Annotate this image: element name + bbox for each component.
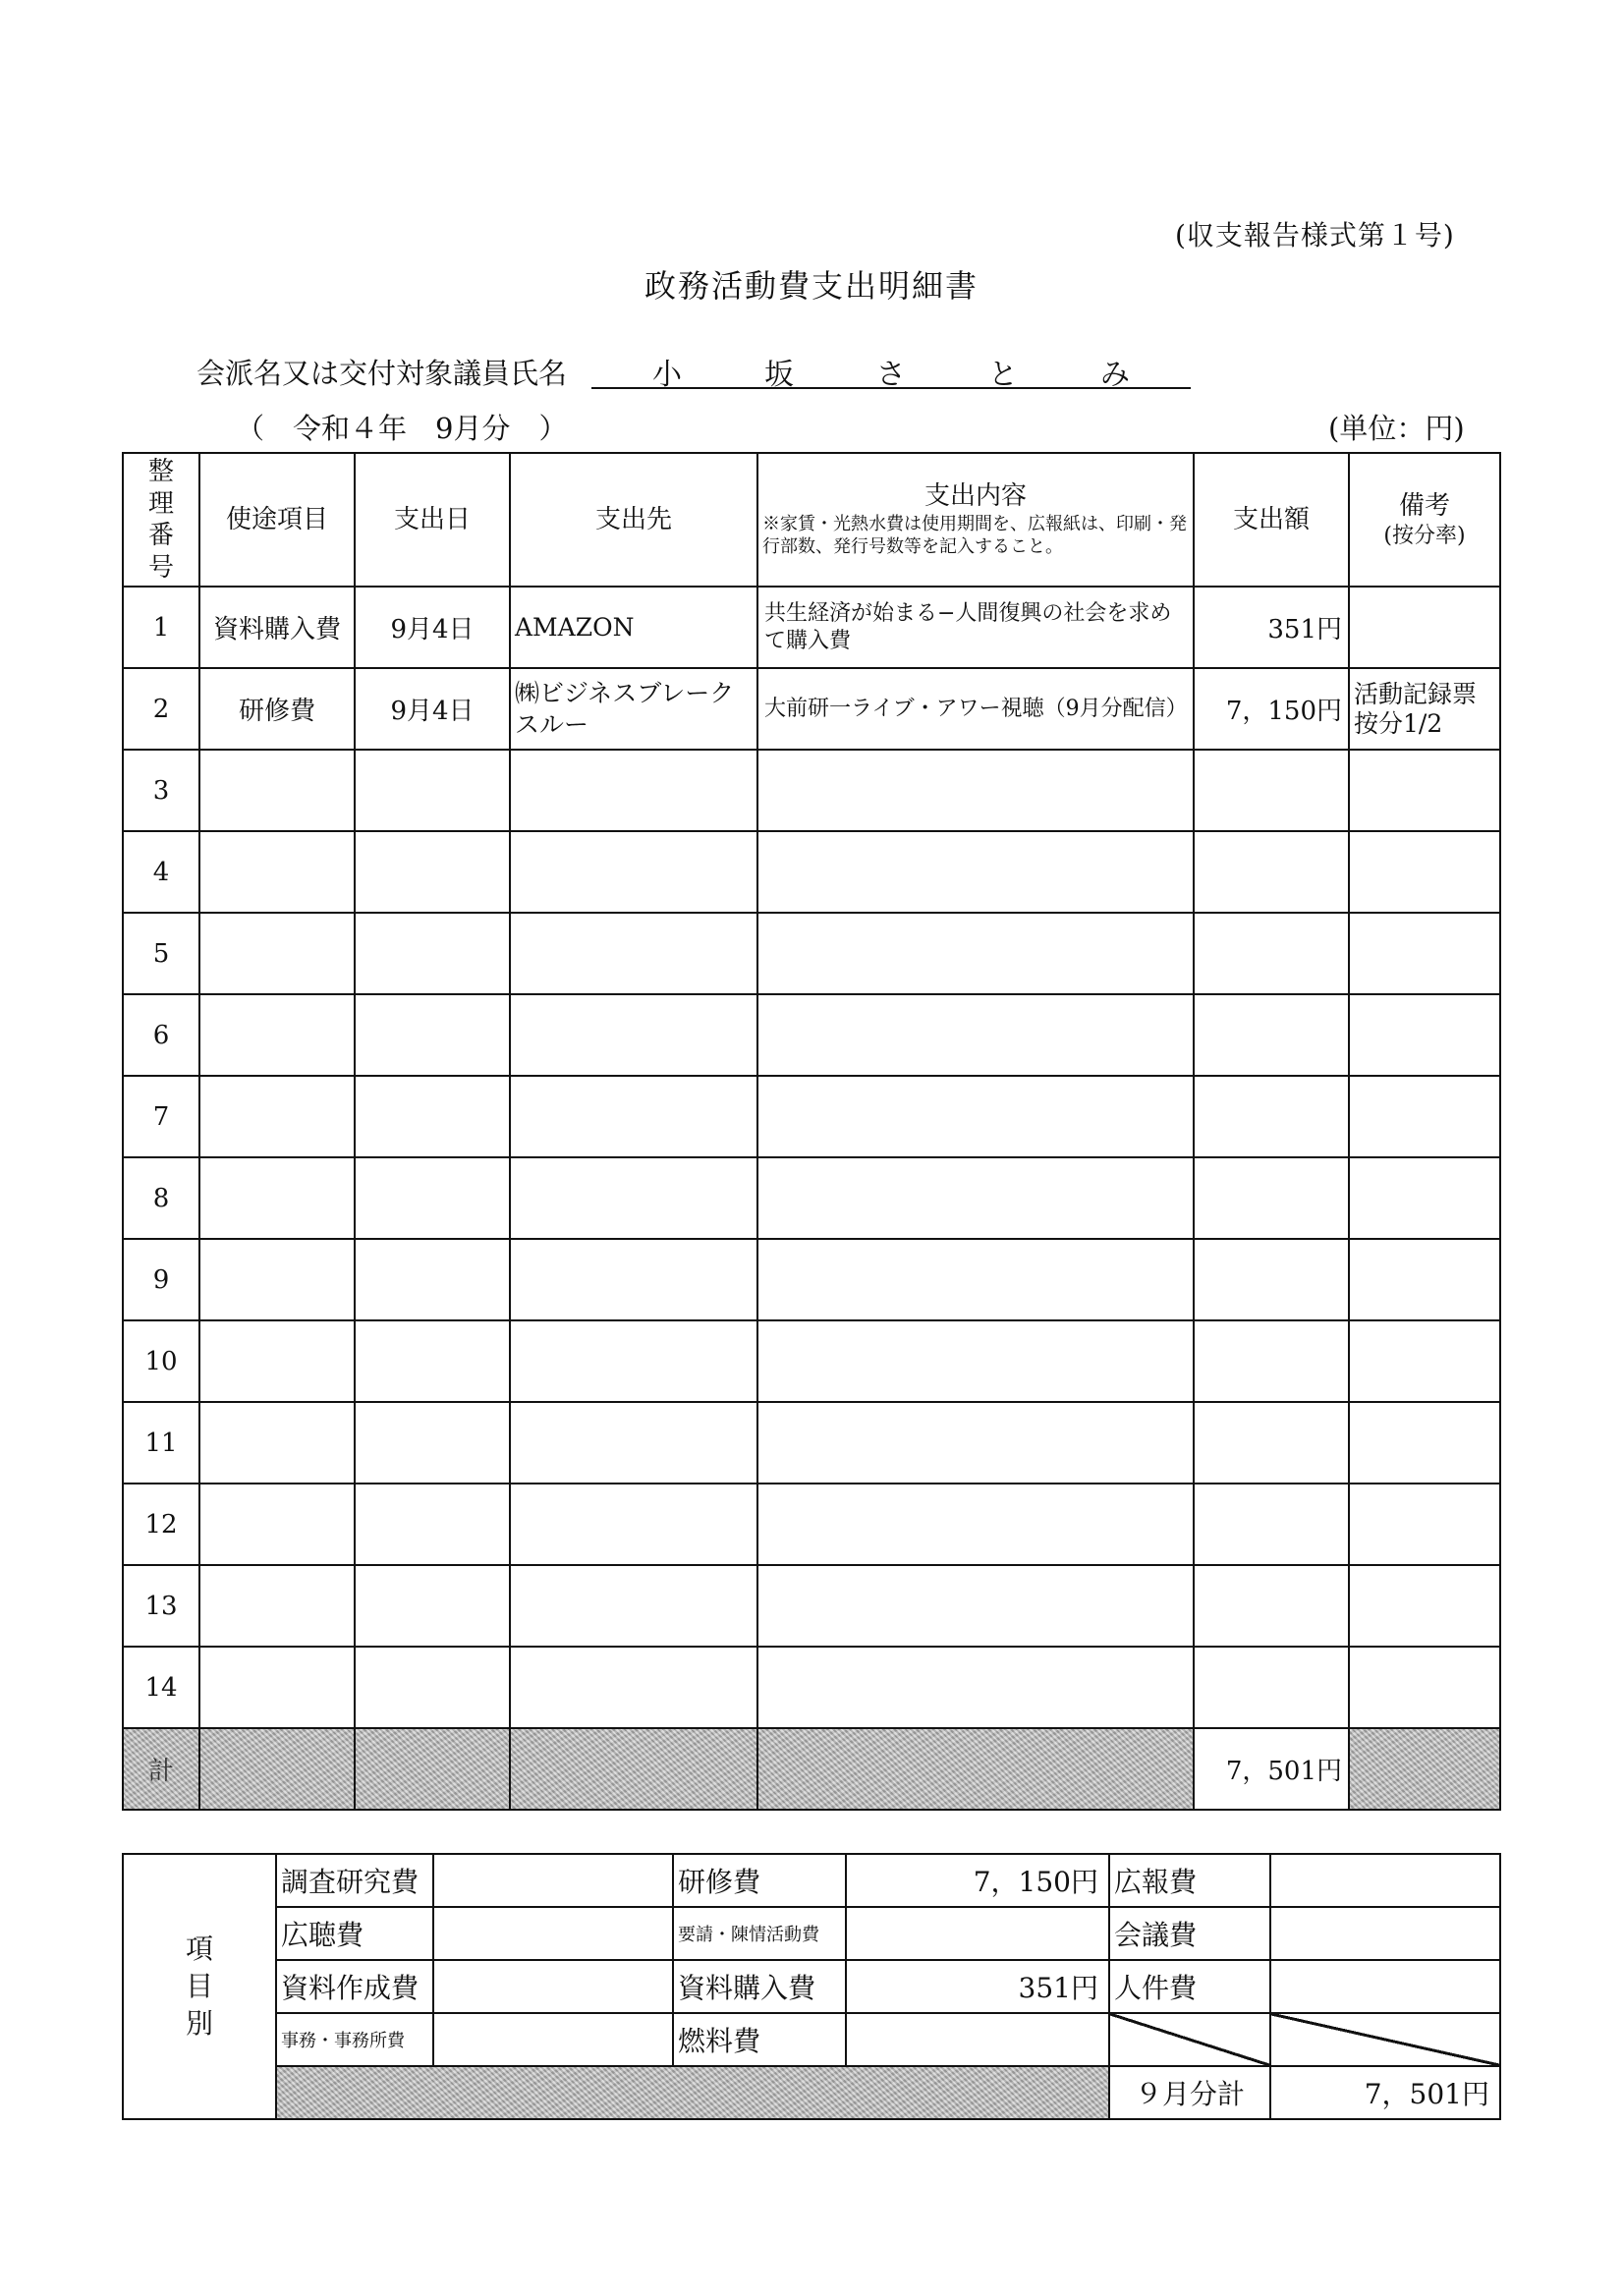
shaded-cell	[355, 1728, 510, 1810]
row-use	[199, 1157, 355, 1239]
table-row	[123, 1402, 1500, 1484]
header-note	[1349, 453, 1500, 587]
row-amount	[1194, 831, 1349, 913]
row-use	[199, 1239, 355, 1320]
summary-row	[123, 1907, 1500, 1960]
shaded-cell	[757, 1728, 1194, 1810]
month-total-value: 7，501円	[1270, 2066, 1500, 2119]
row-desc	[757, 1320, 1194, 1402]
row-note	[1349, 1565, 1500, 1647]
row-note	[1349, 831, 1500, 913]
row-payee	[510, 750, 757, 831]
summary-label: 会議費	[1109, 1907, 1270, 1960]
summary-row	[123, 2013, 1500, 2066]
row-payee	[510, 994, 757, 1076]
row-payee	[510, 1320, 757, 1402]
summary-label: 資料購入費	[673, 1960, 846, 2013]
row-no: 9	[123, 1239, 199, 1320]
row-no: 8	[123, 1157, 199, 1239]
header-payee: 支出先	[510, 453, 757, 587]
row-desc	[757, 1647, 1194, 1728]
summary-value	[1270, 1960, 1500, 2013]
row-amount: 351円	[1194, 587, 1349, 668]
row-no: 4	[123, 831, 199, 913]
row-no: 11	[123, 1402, 199, 1484]
name-char: と	[988, 358, 1018, 392]
summary-total-row	[123, 2066, 1500, 2119]
header-note-title: 備考	[1398, 491, 1450, 521]
table-row	[123, 1157, 1500, 1239]
summary-label: 広報費	[1109, 1854, 1270, 1907]
table-header-row	[123, 453, 1500, 587]
row-note	[1349, 750, 1500, 831]
row-no: 14	[123, 1647, 199, 1728]
header-desc-title: 支出内容	[923, 481, 1027, 512]
row-use	[199, 831, 355, 913]
row-no: 3	[123, 750, 199, 831]
summary-value	[846, 2013, 1109, 2066]
row-no: 1	[123, 587, 199, 668]
row-use	[199, 994, 355, 1076]
row-use: 研修費	[199, 668, 355, 750]
summary-value	[1270, 1907, 1500, 1960]
header-no: 整理番号	[123, 453, 199, 587]
row-use	[199, 750, 355, 831]
table-row	[123, 1647, 1500, 1728]
row-use: 資料購入費	[199, 587, 355, 668]
row-amount	[1194, 1157, 1349, 1239]
month-total-label: ９月分計	[1109, 2066, 1270, 2119]
row-no: 7	[123, 1076, 199, 1157]
row-payee	[510, 1157, 757, 1239]
summary-label: 燃料費	[673, 2013, 846, 2066]
row-use	[199, 1076, 355, 1157]
summary-label: 資料作成費	[276, 1960, 433, 2013]
row-date	[355, 1565, 510, 1647]
row-amount	[1194, 750, 1349, 831]
table-row	[123, 1239, 1500, 1320]
summary-value	[1270, 1854, 1500, 1907]
row-payee	[510, 1484, 757, 1565]
row-note	[1349, 1239, 1500, 1320]
shaded-cell	[199, 1728, 355, 1810]
row-payee	[510, 1647, 757, 1728]
row-amount	[1194, 1402, 1349, 1484]
total-row	[123, 1728, 1500, 1810]
table-row	[123, 831, 1500, 913]
name-char: 小	[652, 358, 682, 392]
row-date	[355, 750, 510, 831]
diagonal-blank-cell	[1109, 2013, 1270, 2066]
row-payee: AMAZON	[510, 587, 757, 668]
row-amount	[1194, 1565, 1349, 1647]
row-use	[199, 1402, 355, 1484]
summary-value	[846, 1907, 1109, 1960]
header-note-sub: (按分率)	[1383, 523, 1466, 548]
summary-label: 事務・事務所費	[276, 2013, 433, 2066]
row-amount	[1194, 1239, 1349, 1320]
row-no: 12	[123, 1484, 199, 1565]
row-payee	[510, 1402, 757, 1484]
row-desc	[757, 1484, 1194, 1565]
row-date	[355, 1402, 510, 1484]
row-desc	[757, 913, 1194, 994]
row-use	[199, 1647, 355, 1728]
table-row	[123, 913, 1500, 994]
row-use	[199, 1484, 355, 1565]
row-amount	[1194, 994, 1349, 1076]
row-desc	[757, 1157, 1194, 1239]
unit-label: (単位：円)	[1328, 412, 1465, 445]
row-amount	[1194, 1484, 1349, 1565]
row-date: 9月4日	[355, 587, 510, 668]
table-row	[123, 668, 1500, 750]
row-date	[355, 831, 510, 913]
row-date	[355, 1320, 510, 1402]
document-title: 政務活動費支出明細書	[644, 267, 979, 305]
row-desc: 大前研一ライブ・アワー視聴（9月分配信）	[757, 668, 1194, 750]
diagonal-blank-cell	[1270, 2013, 1500, 2066]
header-use: 使途項目	[199, 453, 355, 587]
total-amount: 7，501円	[1194, 1728, 1349, 1810]
summary-value	[433, 1907, 673, 1960]
name-char: み	[1100, 358, 1130, 392]
row-note	[1349, 1484, 1500, 1565]
summary-label: 広聴費	[276, 1907, 433, 1960]
summary-label: 要請・陳情活動費	[673, 1907, 846, 1960]
row-no: 2	[123, 668, 199, 750]
row-no: 10	[123, 1320, 199, 1402]
table-row	[123, 1320, 1500, 1402]
row-payee	[510, 831, 757, 913]
row-note: 活動記録票按分1/2	[1349, 668, 1500, 750]
row-desc	[757, 1565, 1194, 1647]
table-row	[123, 1565, 1500, 1647]
summary-label: 人件費	[1109, 1960, 1270, 2013]
header-amount: 支出額	[1194, 453, 1349, 587]
row-amount	[1194, 1320, 1349, 1402]
table-row	[123, 750, 1500, 831]
table-row	[123, 587, 1500, 668]
row-note	[1349, 1647, 1500, 1728]
name-char: さ	[876, 358, 906, 392]
row-date: 9月4日	[355, 668, 510, 750]
summary-value: 7，150円	[846, 1854, 1109, 1907]
row-desc	[757, 831, 1194, 913]
row-note	[1349, 913, 1500, 994]
row-payee: ㈱ビジネスブレークスルー	[510, 668, 757, 750]
row-no: 13	[123, 1565, 199, 1647]
row-use	[199, 913, 355, 994]
row-amount	[1194, 913, 1349, 994]
summary-value	[433, 2013, 673, 2066]
row-note	[1349, 587, 1500, 668]
total-label: 計	[123, 1728, 199, 1810]
row-payee	[510, 1076, 757, 1157]
row-use	[199, 1565, 355, 1647]
summary-row	[123, 1960, 1500, 2013]
shaded-cell	[276, 2066, 1109, 2119]
row-note	[1349, 994, 1500, 1076]
shaded-cell	[510, 1728, 757, 1810]
table-row	[123, 994, 1500, 1076]
row-payee	[510, 913, 757, 994]
report-period: （ 令和４年 9月分 ）	[236, 412, 568, 445]
category-summary-table	[122, 1853, 1501, 2120]
shaded-cell	[1349, 1728, 1500, 1810]
row-date	[355, 1239, 510, 1320]
row-date	[355, 1076, 510, 1157]
row-note	[1349, 1157, 1500, 1239]
category-side-label: 項目別	[123, 1854, 276, 2119]
row-date	[355, 994, 510, 1076]
row-use	[199, 1320, 355, 1402]
row-date	[355, 1484, 510, 1565]
row-amount: 7，150円	[1194, 668, 1349, 750]
row-desc	[757, 1239, 1194, 1320]
form-number: (収支報告様式第１号)	[1175, 219, 1455, 252]
summary-value	[433, 1960, 673, 2013]
row-amount	[1194, 1647, 1349, 1728]
row-desc	[757, 994, 1194, 1076]
summary-value	[433, 1854, 673, 1907]
row-note	[1349, 1320, 1500, 1402]
row-desc	[757, 1076, 1194, 1157]
row-desc	[757, 1402, 1194, 1484]
row-note	[1349, 1076, 1500, 1157]
row-payee	[510, 1565, 757, 1647]
summary-label: 調査研究費	[276, 1854, 433, 1907]
header-desc	[757, 453, 1194, 587]
row-date	[355, 913, 510, 994]
row-no: 6	[123, 994, 199, 1076]
summary-label: 研修費	[673, 1854, 846, 1907]
row-desc	[757, 750, 1194, 831]
name-label: 会派名又は交付対象議員氏名	[196, 357, 568, 390]
row-desc: 共生経済が始まる−人間復興の社会を求めて購入費	[757, 587, 1194, 668]
expense-table	[122, 452, 1501, 1811]
name-underline	[591, 387, 1191, 389]
row-amount	[1194, 1076, 1349, 1157]
row-payee	[510, 1239, 757, 1320]
name-char: 坂	[764, 358, 794, 392]
header-date: 支出日	[355, 453, 510, 587]
summary-row	[123, 1854, 1500, 1907]
row-date	[355, 1647, 510, 1728]
row-date	[355, 1157, 510, 1239]
header-desc-note: ※家賃・光熱水費は使用期間を、広報紙は、印刷・発行部数、発行号数等を記入すること。	[762, 513, 1187, 558]
row-note	[1349, 1402, 1500, 1484]
row-no: 5	[123, 913, 199, 994]
summary-value: 351円	[846, 1960, 1109, 2013]
table-row	[123, 1484, 1500, 1565]
table-row	[123, 1076, 1500, 1157]
